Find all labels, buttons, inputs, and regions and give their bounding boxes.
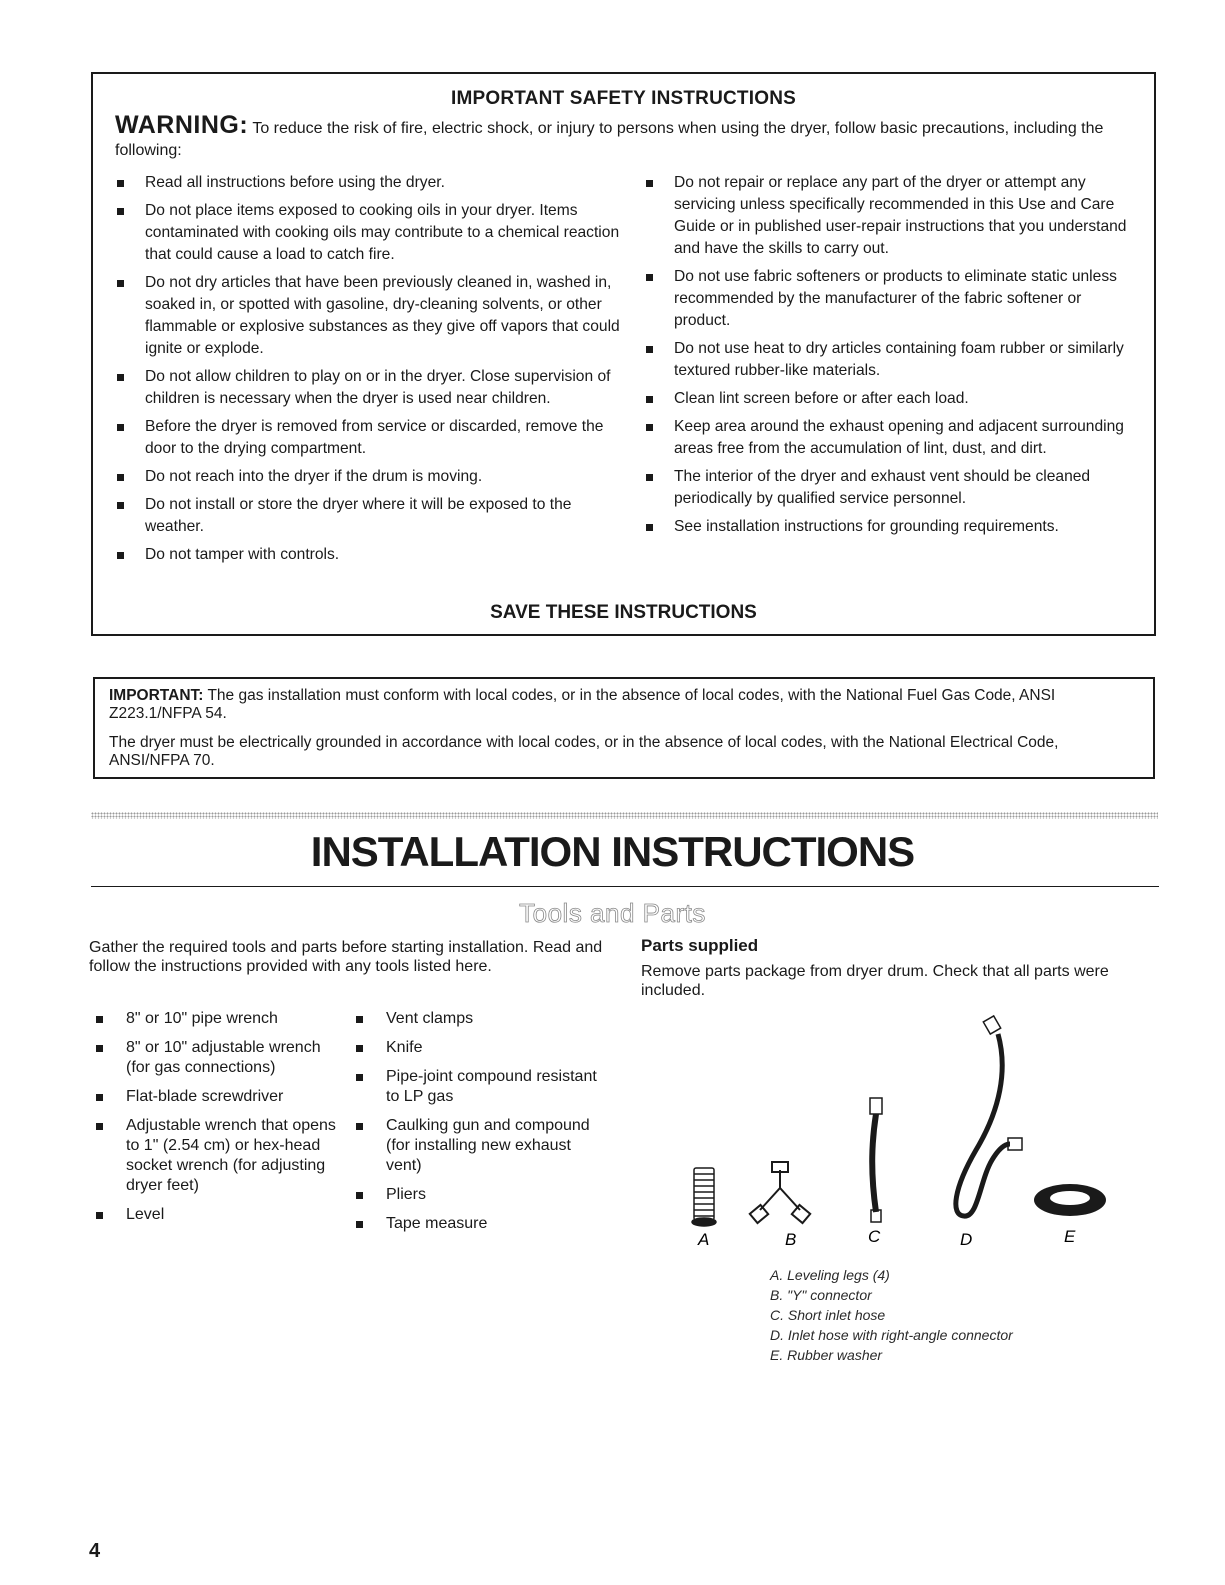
- safety-list-left: [113, 172, 623, 572]
- part-letter-e: E: [1064, 1227, 1076, 1246]
- warning-label: WARNING:: [115, 111, 249, 139]
- parts-supplied-heading: Parts supplied: [641, 936, 759, 955]
- legend-item: D. Inlet hose with right-angle connector: [770, 1327, 1013, 1343]
- important-paragraph-electrical: The dryer must be electrically grounded in accordance with local codes, or in the absence of local codes, with the National Electrical Code, ANSI/NFPA 70.: [109, 734, 1059, 769]
- legend-item: B. "Y" connector: [770, 1287, 872, 1303]
- safety-instructions-box: [91, 72, 1156, 636]
- inlet-hose-right-angle-icon: [956, 1016, 1022, 1216]
- important-notice-box: [93, 677, 1155, 779]
- list-item: Do not reach into the dryer if the drum is moving.: [113, 466, 623, 488]
- parts-legend: [770, 1265, 1013, 1365]
- list-item: Pipe-joint compound resistant to LP gas: [350, 1067, 600, 1107]
- list-item: Do not use heat to dry articles containing foam rubber or similarly textured rubber-like materials.: [642, 338, 1142, 382]
- short-inlet-hose-icon: [870, 1098, 882, 1222]
- important-label: IMPORTANT:: [109, 687, 204, 704]
- important-gas-text: The gas installation must conform with local codes, or in the absence of local codes, with the National Fuel Gas Code, ANSI Z223.1/NFPA 54.: [109, 687, 1056, 722]
- tools-and-parts-heading: Tools and Parts: [519, 898, 706, 928]
- list-item: Adjustable wrench that opens to 1" (2.54 cm) or hex-head socket wrench (for adjusting dryer feet): [90, 1116, 340, 1196]
- list-item: Do not dry articles that have been previously cleaned in, washed in, soaked in, or spotted with gasoline, dry-cleaning solvents, or other flammable or explosive substances as they give off vapors that could ignite or explode.: [113, 272, 623, 360]
- page-number: 4: [89, 1540, 101, 1562]
- list-item: Keep area around the exhaust opening and adjacent surrounding areas free from the accumulation of lint, dust, and dirt.: [642, 416, 1142, 460]
- part-letter-a: A: [698, 1230, 710, 1249]
- part-letter-d: D: [960, 1230, 973, 1249]
- leveling-leg-icon: [692, 1168, 716, 1226]
- safety-title: IMPORTANT SAFETY INSTRUCTIONS: [451, 88, 796, 109]
- list-item: The interior of the dryer and exhaust vent should be cleaned periodically by qualified service personnel.: [642, 466, 1142, 510]
- list-item: 8" or 10" pipe wrench: [90, 1009, 340, 1029]
- tools-intro-text: Gather the required tools and parts before starting installation. Read and follow the instructions provided with any tools listed here.: [89, 939, 603, 975]
- list-item: Do not place items exposed to cooking oils in your dryer. Items contaminated with cooking oils may contribute to a chemical reaction that could cause a load to catch fire.: [113, 200, 623, 266]
- list-item: Vent clamps: [350, 1009, 600, 1029]
- list-item: Flat-blade screwdriver: [90, 1087, 340, 1107]
- safety-list-right: [642, 172, 1142, 544]
- installation-heading: INSTALLATION INSTRUCTIONS: [310, 828, 915, 875]
- list-item: Level: [90, 1205, 340, 1225]
- tools-list-left: [90, 1009, 340, 1234]
- list-item: Do not repair or replace any part of the dryer or attempt any servicing unless specifically recommended in this Use and Care Guide or in published user-repair instructions that you understand and have the skills to carry out.: [642, 172, 1142, 260]
- part-letter-c: C: [868, 1227, 881, 1246]
- list-item: Do not tamper with controls.: [113, 544, 623, 566]
- stippled-divider: [91, 812, 1158, 819]
- legend-item: A. Leveling legs (4): [770, 1267, 890, 1283]
- list-item: Tape measure: [350, 1214, 600, 1234]
- list-item: 8" or 10" adjustable wrench (for gas connections): [90, 1038, 340, 1078]
- list-item: Before the dryer is removed from service or discarded, remove the door to the drying compartment.: [113, 416, 623, 460]
- list-item: Clean lint screen before or after each load.: [642, 388, 1142, 410]
- y-connector-icon: [750, 1162, 810, 1223]
- list-item: Knife: [350, 1038, 600, 1058]
- parts-intro-text: Remove parts package from dryer drum. Check that all parts were included.: [641, 963, 1109, 999]
- list-item: Do not install or store the dryer where it will be exposed to the weather.: [113, 494, 623, 538]
- rubber-washer-icon: [1034, 1184, 1106, 1216]
- legend-item: C. Short inlet hose: [770, 1307, 886, 1323]
- list-item: Do not allow children to play on or in the dryer. Close supervision of children is necessary when the dryer is used near children.: [113, 366, 623, 410]
- warning-text: To reduce the risk of fire, electric shock, or injury to persons when using the dryer, follow basic precautions, including the following:: [115, 120, 1104, 159]
- warning-paragraph: [115, 111, 1136, 162]
- heading-rule: [91, 886, 1159, 887]
- list-item: Pliers: [350, 1185, 600, 1205]
- part-letter-b: B: [785, 1230, 797, 1249]
- parts-illustration: [680, 1010, 1120, 1260]
- list-item: Do not use fabric softeners or products to eliminate static unless recommended by the manufacturer of the fabric softener or product.: [642, 266, 1142, 332]
- list-item: Caulking gun and compound (for installing new exhaust vent): [350, 1116, 600, 1176]
- tools-list-right: [350, 1009, 600, 1243]
- save-instructions-text: SAVE THESE INSTRUCTIONS: [490, 602, 757, 623]
- list-item: See installation instructions for grounding requirements.: [642, 516, 1142, 538]
- legend-item: E. Rubber washer: [770, 1347, 883, 1363]
- important-paragraph-gas: [109, 687, 1139, 723]
- list-item: Read all instructions before using the dryer.: [113, 172, 623, 194]
